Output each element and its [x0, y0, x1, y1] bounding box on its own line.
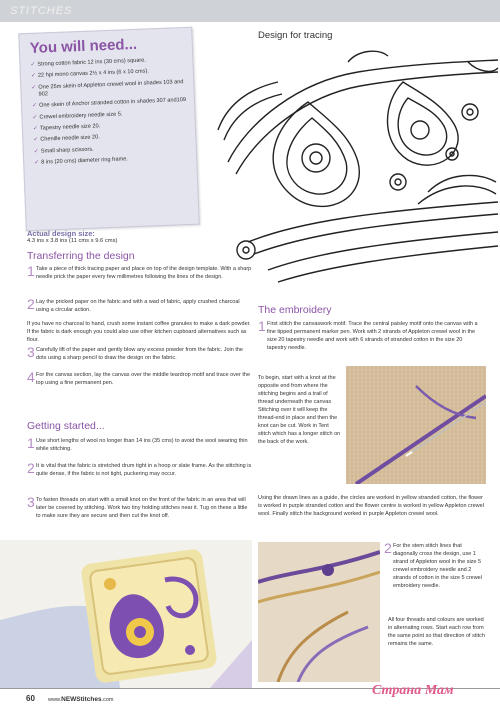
started-heading: Getting started...	[27, 420, 105, 432]
design-title: Design for tracing	[258, 30, 333, 41]
transfer-step-1: 1 Take a piece of thick tracing paper and place on top of the design template. With a sharp needle prick the paper every few millimetres following the lines of the design.	[27, 263, 252, 280]
check-icon: ✓	[31, 102, 38, 110]
materials-list	[30, 56, 194, 172]
actual-size-title: Actual design size:	[27, 229, 95, 238]
transfer-step-3: 3 Carefully lift of the paper and gently blow any excess powder from the fabric. Join the dots using a sharp pencil to draw the design on the fabric.	[27, 344, 243, 361]
materials-item: ✓ 22 hpi mono canvas 2½ x 4 ins (6 x 10 cms).	[30, 68, 149, 80]
materials-item: ✓ Small sharp scissors.	[33, 146, 94, 155]
header-word: STITCHES	[10, 5, 73, 17]
materials-item: ✓ Tapestry needle size 20.	[32, 123, 101, 132]
materials-item: ✓ Crewel embroidery needle size 5.	[32, 111, 123, 121]
started-step-2: 2 It is vital that the fabric is stretched drum tight in a hoop or slate frame. As the stitching is quite dense, if the fabric is not tight, puckering may occur.	[27, 460, 252, 477]
check-icon: ✓	[33, 148, 39, 155]
canvas-photo	[346, 366, 486, 484]
transfer-heading: Transferring the design	[27, 250, 135, 262]
actual-size-text: 4.3 ins x 3.8 ins (11 cms x 9.6 cms)	[27, 238, 118, 244]
check-icon: ✓	[32, 125, 39, 132]
check-icon: ✓	[34, 159, 40, 167]
materials-item: ✓ 8 ins (20 cms) diameter ring frame.	[34, 156, 129, 167]
transfer-step-2: 2 Lay the pricked paper on the fabric and with a wad of fabric, apply crushed charcoal using a circular action.	[27, 296, 240, 313]
embroidery-step-1: 1 First stitch the canvaswork motif. Trace the central paisley motif onto the canvas with a fine tipped permanent marker pen. Work with 2 strands of Appleton crewel wool in the size 20 tapestry needle and work with 6 strands of stranded cotton in the size 20 tapestry needle.	[258, 318, 478, 351]
started-step-3: 3 To fasten threads on start with a small knot on the front of the fabric in an area that will later be covered by stitching. Work two tiny holding stitches near it. Tug on these a little to make sure they are secure and then cut the knot off.	[27, 494, 248, 519]
embroidery-knot-text: To begin, start with a knot at the opposite end from where the stitching begins and a trail of thread underneath the canvas Stitching over it will keep the thread-end in place and then the knot can be cut. Work in Tent stitch which has a longer stitch on the back of the work.	[258, 375, 341, 445]
materials-box	[18, 27, 199, 232]
stem-stitch-photo	[258, 542, 380, 682]
check-icon: ✓	[32, 114, 38, 121]
footer-site: www.NEWStitches.com	[48, 696, 114, 703]
check-icon: ✓	[30, 73, 37, 80]
transfer-step-4: 4 For the canvas section, lay the canvas over the middle teardrop motif and trace over the top using a fine permanent pen.	[27, 369, 251, 386]
materials-item: ✓ Strong cotton fabric 12 ins (30 cms) square.	[30, 57, 147, 68]
materials-item: ✓ Chenille needle size 20.	[33, 134, 100, 144]
stem-stitch-illustration	[258, 542, 380, 682]
watermark: Страна Мам	[372, 683, 454, 698]
embroidery-rows-text: All four threads and colours are worked in alternating rows. Start each row from the same point so that direction of stitch remains the same.	[388, 617, 485, 647]
canvas-stitch-illustration	[346, 366, 486, 484]
embroidery-step-2: 2 For the stem stitch lines that diagonally cross the design, use 1 strand of Appleton wool in the size 5 crewel embroidery needle and 2 strands of cotton in the size 5 crewel embroidery needle.	[384, 540, 482, 589]
check-icon: ✓	[30, 61, 36, 68]
tracing-design	[208, 42, 500, 292]
transfer-note: If you have no charcoal to hand, crush some instant coffee granules to make a dark powder. If the fabric is dark enough you could also use other kitchen cupboard alternatives such as flour.	[27, 321, 251, 343]
pincushion-illustration	[0, 540, 252, 688]
materials-title: You will need...	[29, 35, 138, 57]
check-icon: ✓	[31, 84, 37, 91]
pincushion-photo	[0, 540, 252, 688]
check-icon: ✓	[33, 137, 39, 144]
header-strip	[0, 0, 500, 22]
embroidery-circles-text: Using the drawn lines as a guide, the circles are worked in yellow stranded cotton, the flower is worked in purple stranded cotton and the flower centre is worked in yellow Appleton crewel wool. Finally stitch the background worked in purple Appleton crewel wool.	[258, 495, 484, 517]
started-step-1: 1 Use short lengths of wool no longer than 14 ins (35 cms) to avoid the wool wearing thin while stitching.	[27, 435, 248, 452]
page-number: 60	[26, 694, 35, 703]
materials-item: ✓ One skein of Anchor stranded cotton in shades 307 and109	[31, 97, 187, 110]
materials-item: ✓ One 25m skein of Appleton crewel wool in shades 103 and 902	[31, 78, 184, 98]
embroidery-heading: The embroidery	[258, 304, 332, 316]
